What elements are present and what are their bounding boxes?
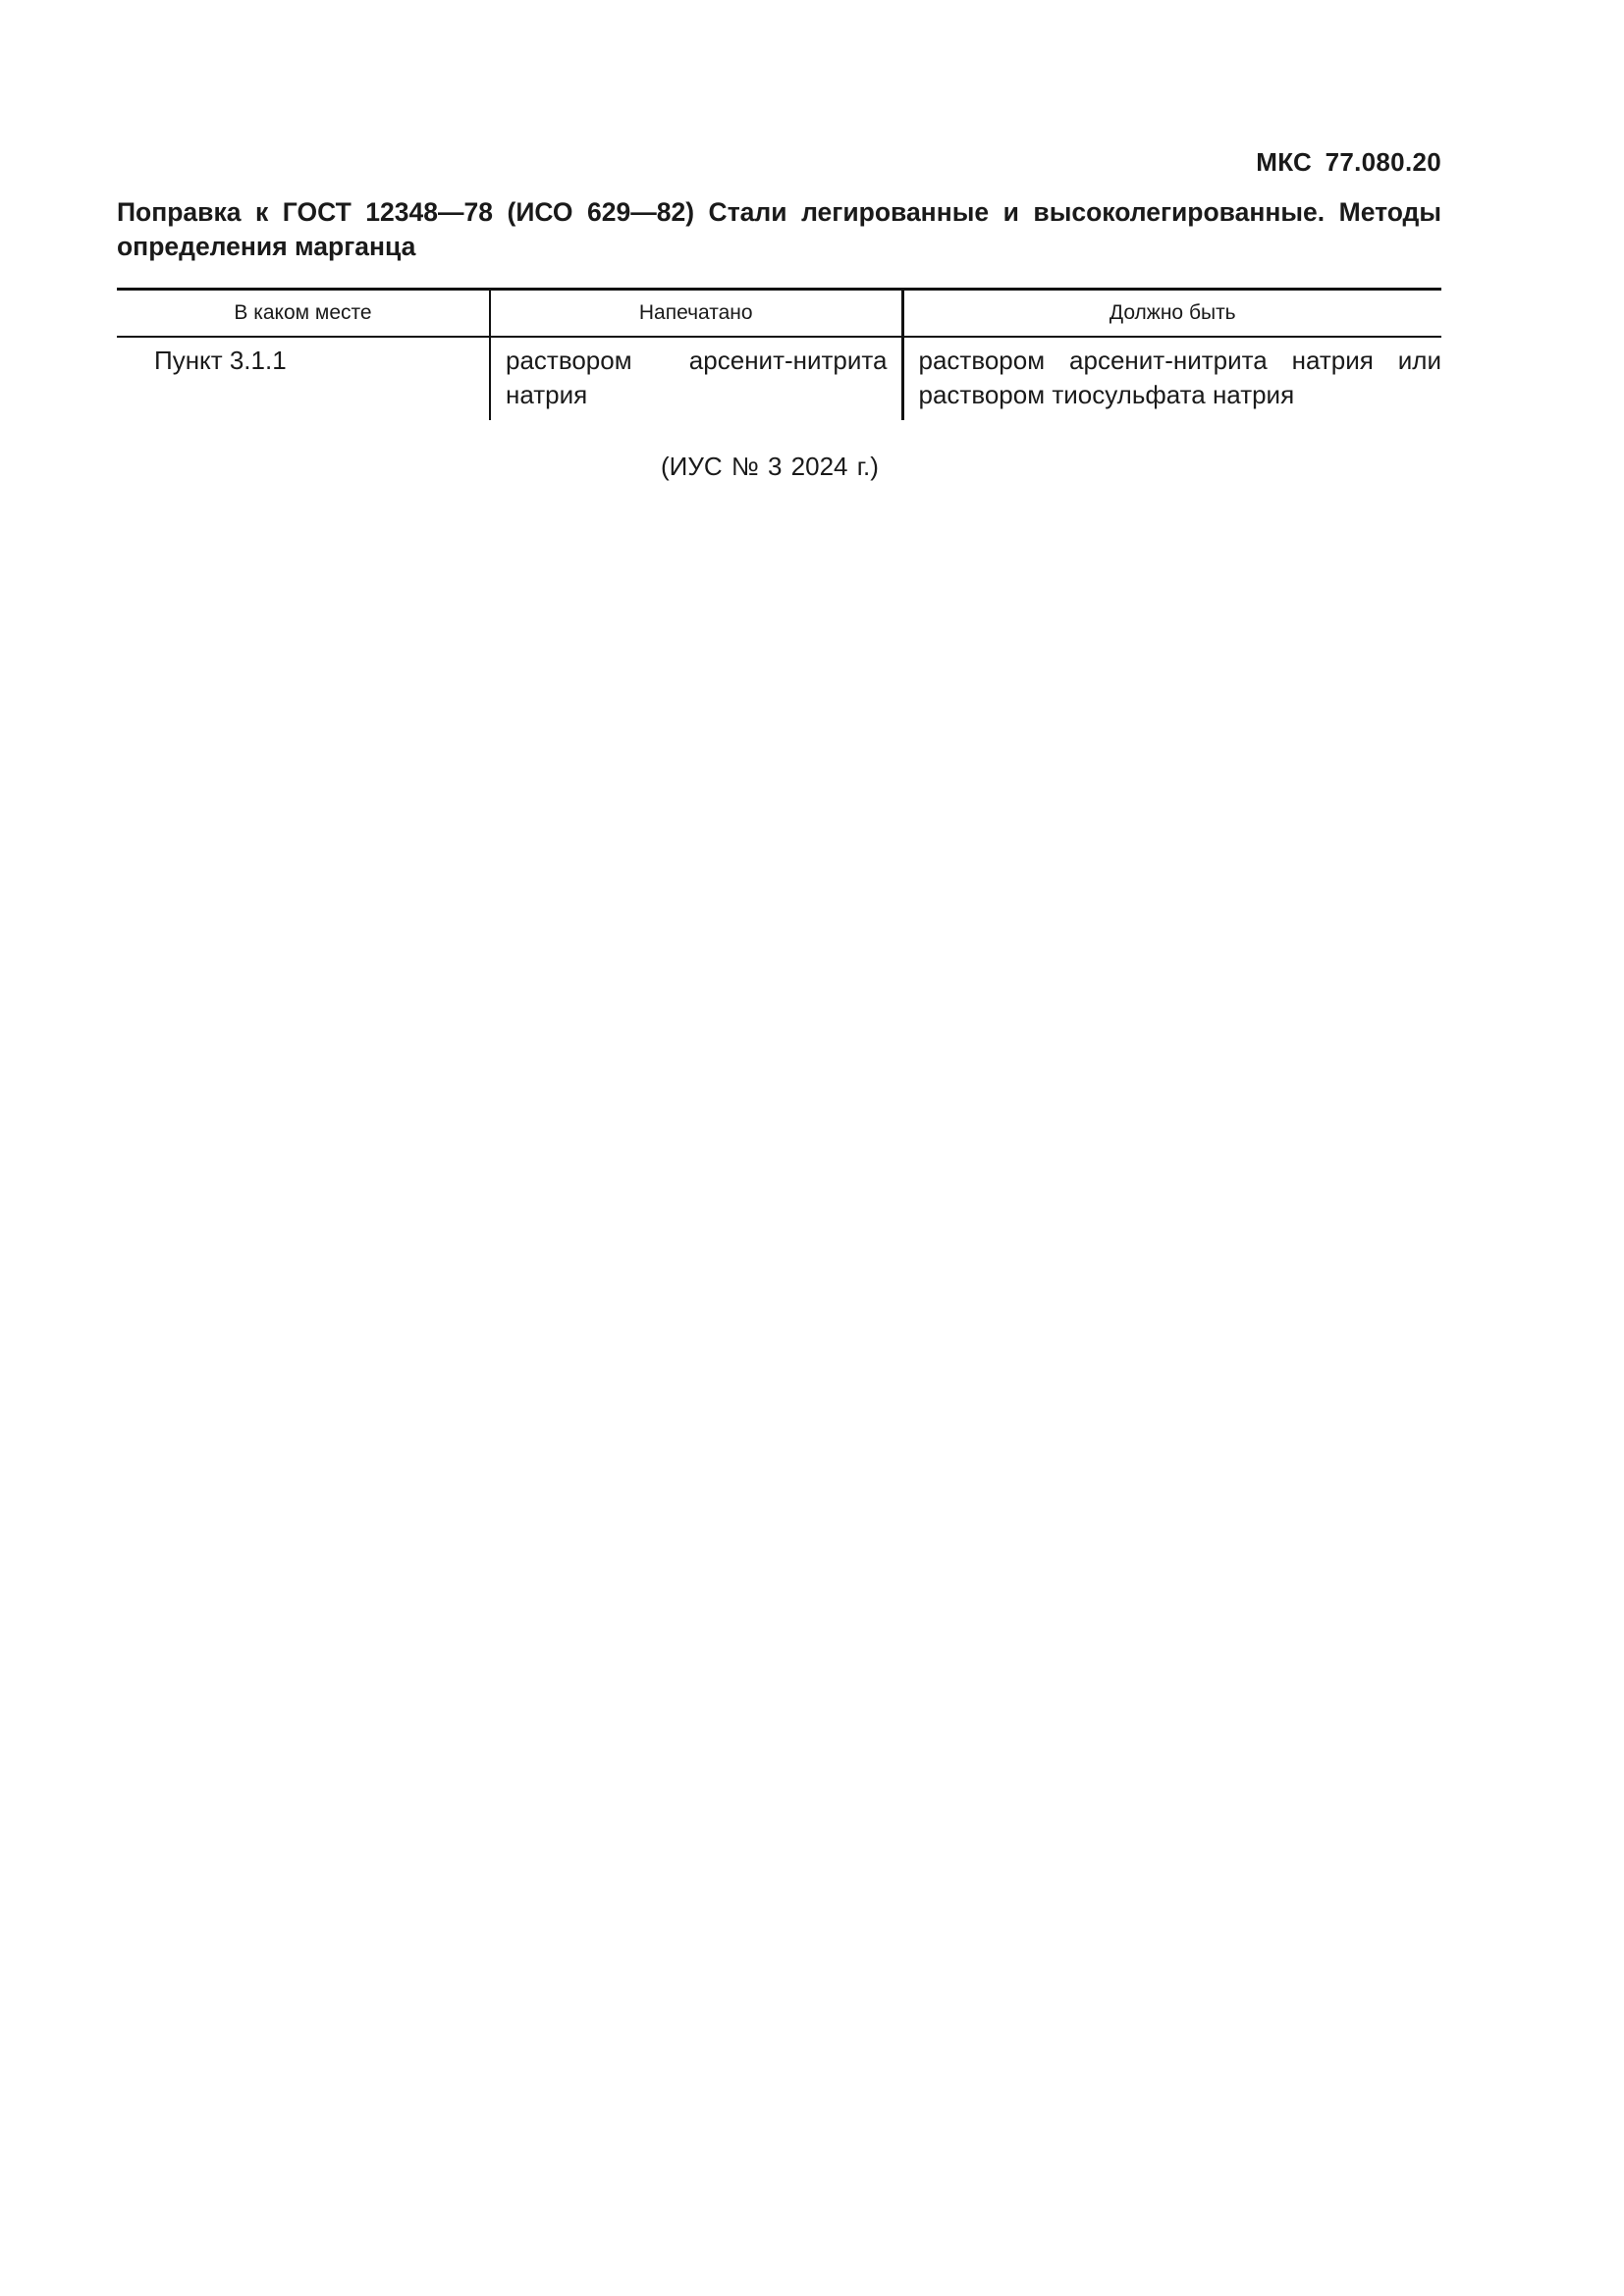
cell-should-be: раствором арсенит-нитрита натрия или раствором тиосульфата натрия: [918, 346, 1441, 409]
header-should-be: Должно быть: [902, 290, 1441, 338]
amendment-table: [117, 288, 1441, 420]
header-printed: Напечатано: [490, 290, 902, 338]
cell-place: Пункт 3.1.1: [117, 337, 490, 420]
mks-classification-code: МКС 77.080.20: [1256, 147, 1441, 177]
source-note: (ИУС № 3 2024 г.): [661, 452, 879, 481]
amendment-title: Поправка к ГОСТ 12348—78 (ИСО 629—82) Стали легированные и высоколегированные. Методы определения марганца: [117, 197, 1441, 261]
table-header-row: [117, 290, 1441, 338]
cell-printed: раствором арсенит-нитрита натрия: [490, 337, 902, 420]
header-place: В каком месте: [117, 290, 490, 338]
table-row: [117, 337, 1441, 420]
